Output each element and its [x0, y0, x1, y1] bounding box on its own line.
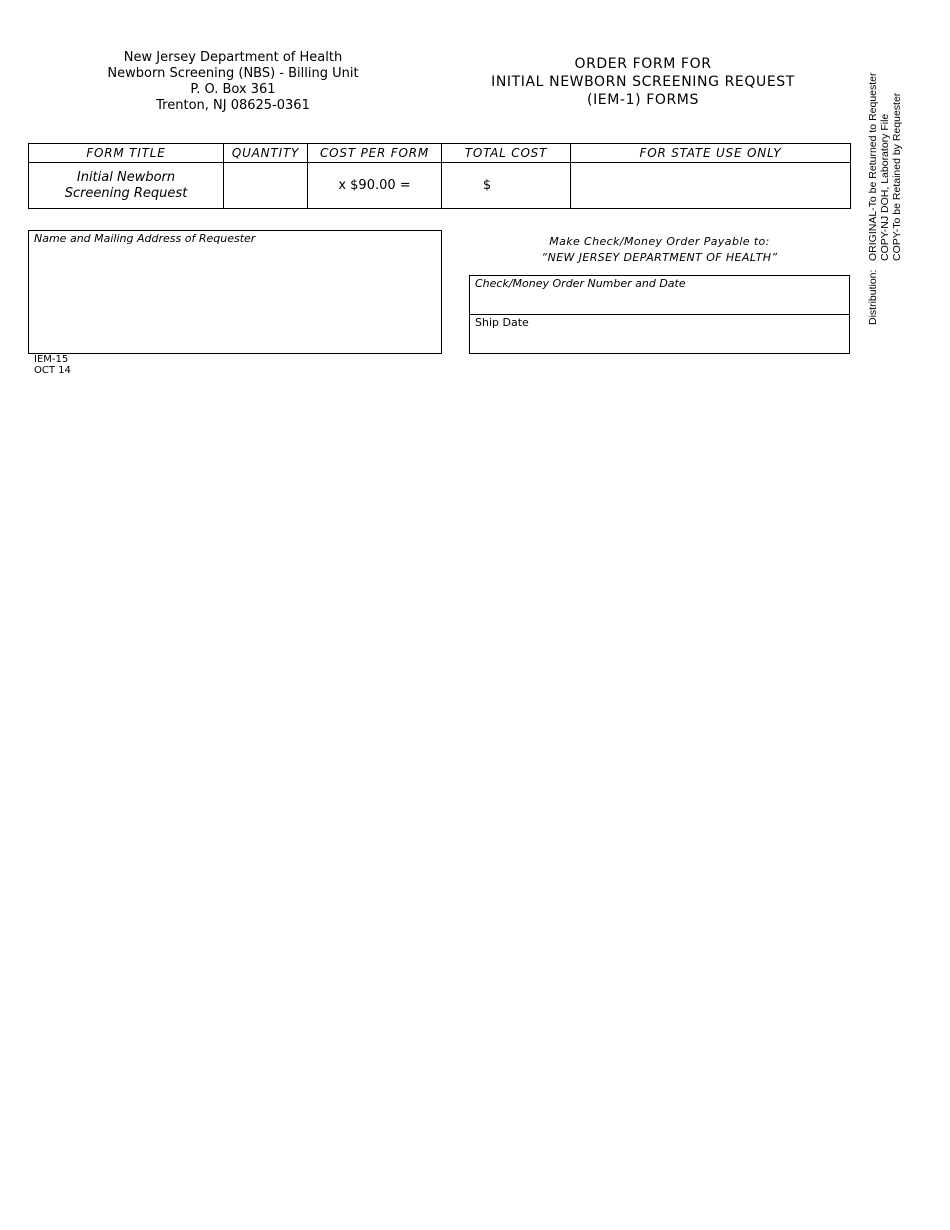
ship-date-field[interactable]	[470, 314, 849, 353]
distribution-note	[867, 72, 903, 325]
header-state-use-only: FOR STATE USE ONLY	[571, 144, 851, 163]
distribution-label: Distribution:	[867, 269, 879, 325]
quantity-field[interactable]	[224, 163, 308, 209]
header-form-title: FORM TITLE	[29, 144, 224, 163]
table-row	[29, 163, 851, 209]
payable-instructions	[469, 234, 850, 266]
requester-address-field[interactable]	[28, 230, 442, 354]
distribution-line-1: ORIGINAL-To be Returned to Requester	[867, 72, 879, 261]
form-code-number: IEM-15	[34, 354, 69, 365]
ship-date-label: Ship Date	[475, 316, 529, 329]
cost-per-form-value: x $90.00 =	[338, 178, 411, 193]
payable-line-1: Make Check/Money Order Payable to:	[549, 235, 770, 248]
header-total-cost: TOTAL COST	[442, 144, 571, 163]
distribution-line-2: COPY-NJ DOH, Laboratory File	[879, 113, 891, 261]
order-title-line-1: ORDER FORM FOR	[574, 56, 712, 72]
form-title-line-2: Screening Request	[64, 185, 188, 201]
requester-address-label: Name and Mailing Address of Requester	[34, 232, 256, 245]
check-number-date-field[interactable]	[470, 276, 849, 314]
payable-line-2: “NEW JERSEY DEPARTMENT OF HEALTH”	[541, 251, 778, 264]
agency-unit: Newborn Screening (NBS) - Billing Unit	[107, 66, 359, 81]
form-code-date: OCT 14	[34, 365, 71, 376]
agency-name: New Jersey Department of Health	[123, 50, 343, 65]
order-title-line-2: INITIAL NEWBORN SCREENING REQUEST	[491, 74, 795, 90]
form-title-line-1: Initial Newborn	[76, 169, 176, 185]
distribution-lines	[867, 72, 903, 261]
form-code	[34, 354, 71, 376]
order-table	[28, 143, 851, 209]
header-quantity: QUANTITY	[224, 144, 308, 163]
form-title-cell	[29, 163, 224, 209]
order-table-header-row	[29, 144, 851, 163]
order-form-title	[470, 55, 816, 109]
payment-box	[469, 275, 850, 354]
distribution-line-3: COPY-To be Retained by Requester	[891, 92, 903, 261]
agency-po-box: P. O. Box 361	[190, 82, 276, 97]
total-cost-dollar-sign: $	[482, 178, 492, 193]
header-cost-per-form: COST PER FORM	[308, 144, 442, 163]
total-cost-field[interactable]	[442, 163, 571, 209]
cost-per-form-cell	[308, 163, 442, 209]
order-title-line-3: (IEM-1) FORMS	[587, 92, 699, 108]
agency-city: Trenton, NJ 08625-0361	[156, 98, 310, 113]
check-number-date-label: Check/Money Order Number and Date	[475, 277, 686, 290]
state-use-only-field	[571, 163, 851, 209]
agency-address	[60, 50, 406, 114]
